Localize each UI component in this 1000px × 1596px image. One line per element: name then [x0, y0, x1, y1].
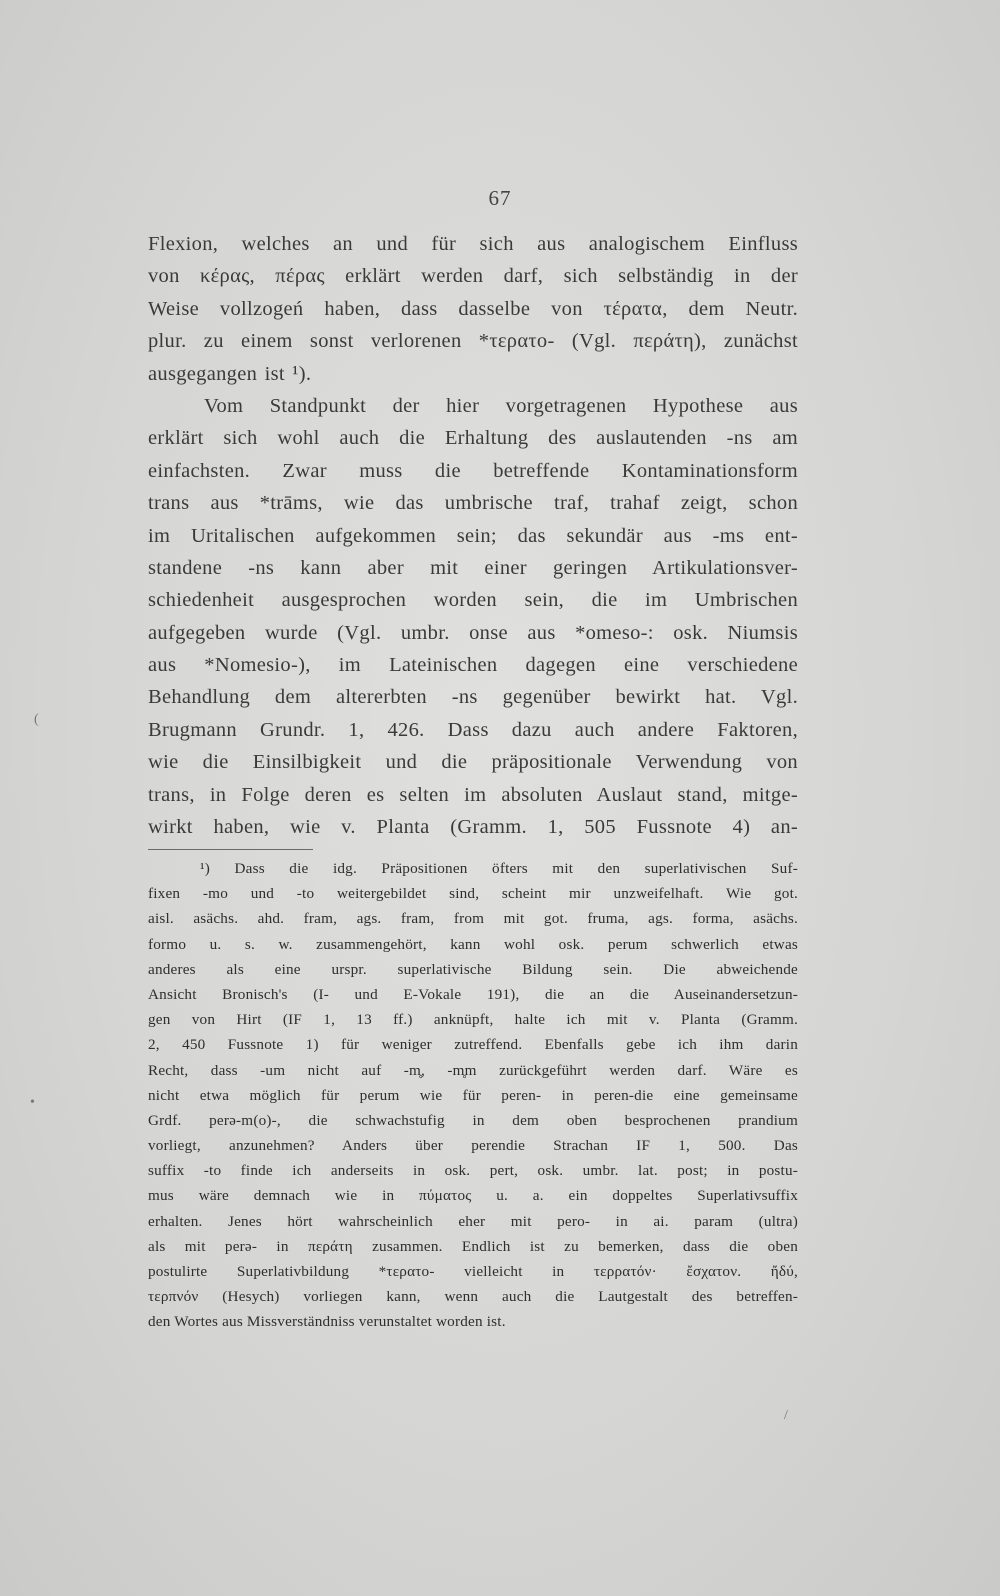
text-line: Behandlung dem altererbten -ns gegenüber bewirkt hat. Vgl. — [148, 686, 798, 709]
paper-mark: / — [784, 1408, 788, 1423]
text-line: Vom Standpunkt der hier vorgetragenen Hypothese aus — [204, 394, 798, 417]
text-line: Weise vollzogeń haben, dass dasselbe von τέρατα, dem Neutr. — [148, 297, 798, 320]
footnote — [148, 856, 798, 1335]
text-line: Flexion, welches an und für sich aus analogischem Einfluss — [148, 233, 798, 255]
footnote-divider — [148, 849, 313, 850]
footnote-line: Grdf. perə-m(o)-, die schwachstufig in dem oben besprochenen prandium — [148, 1111, 798, 1129]
text-line: aufgegeben wurde (Vgl. umbr. onse aus *omeso-: osk. Niumsis — [148, 621, 798, 644]
paper-mark: ( — [34, 712, 39, 727]
footnote-line: aisl. asächs. ahd. fram, ags. fram, from mit got. fruma, ags. forma, asächs. — [148, 910, 798, 928]
text-line: einfachsten. Zwar muss die betreffende Kontaminationsform — [148, 459, 798, 482]
footnote-line: mus wäre demnach wie in πύματος u. a. ein doppeltes Superlativsuffix — [148, 1187, 798, 1205]
footnote-line: Ansicht Bronisch's (I- und E-Vokale 191), die an die Auseinandersetzun- — [148, 985, 798, 1003]
text-line: standene -ns kann aber mit einer geringen Artikulationsver- — [148, 556, 798, 579]
footnote-line: suffix -to finde ich anderseits in osk. pert, osk. umbr. lat. post; in postu- — [148, 1162, 798, 1180]
text-line: plur. zu einem sonst verlorenen *τερατο- (Vgl. περάτη), zunächst — [148, 330, 798, 353]
footnote-line: vorliegt, anzunehmen? Anders über perendie Strachan IF 1, 500. Das — [148, 1137, 798, 1155]
main-text — [148, 228, 798, 843]
footnote-line: anderes als eine urspr. superlativische Bildung sein. Die abweichende — [148, 960, 798, 978]
text-line: trans, in Folge deren es selten im absoluten Auslaut stand, mitge- — [148, 783, 798, 806]
text-line: im Uritalischen aufgekommen sein; das sekundär aus -ms ent- — [148, 524, 798, 547]
text-line: aus *Nomesio-), im Lateinischen dagegen eine verschiedene — [148, 654, 798, 677]
footnote-line: als mit perə- in περάτη zusammen. Endlich ist zu bemerken, dass die oben — [148, 1237, 798, 1255]
footnote-line: ¹) Dass die idg. Präpositionen öfters mit den superlativischen Suf- — [200, 860, 798, 877]
text-line: Brugmann Grundr. 1, 426. Dass dazu auch andere Faktoren, — [148, 718, 798, 741]
footnote-line: erhalten. Jenes hört wahrscheinlich eher mit pero- in ai. param (ultra) — [148, 1212, 798, 1230]
text-line: ausgegangen ist ¹). — [148, 362, 312, 385]
footnote-line: τερπνόν (Hesych) vorliegen kann, wenn auch die Lautgestalt des betreffen- — [148, 1288, 798, 1306]
text-line: trans aus *trāms, wie das umbrische traf, trahaf zeigt, schon — [148, 492, 798, 515]
text-line: schiedenheit ausgesprochen worden sein, die im Umbrischen — [148, 589, 798, 612]
footnote-line: nicht etwa möglich für perum wie für peren- in peren-die eine gemeinsame — [148, 1086, 798, 1104]
footnote-line: 2, 450 Fussnote 1) für weniger zutreffend. Ebenfalls gebe ich ihm darin — [148, 1036, 798, 1054]
footnote-line: formo u. s. w. zusammengehört, kann wohl osk. perum schwerlich etwas — [148, 935, 798, 953]
footnote-line: fixen -mo und -to weitergebildet sind, scheint mir unzweifelhaft. Wie got. — [148, 885, 798, 903]
footnote-line: postulirte Superlativbildung *τερατο- vielleicht in τερρατόν· ἔσχατον. ἤδύ, — [148, 1263, 798, 1280]
text-line: erklärt sich wohl auch die Erhaltung des auslautenden -ns am — [148, 427, 798, 450]
text-line: wie die Einsilbigkeit und die präpositionale Verwendung von — [148, 751, 798, 774]
footnote-line: Recht, dass -um nicht auf -m̥, -m̥m zurückgeführt werden darf. Wäre es — [148, 1061, 798, 1079]
text-line: wirkt haben, wie v. Planta (Gramm. 1, 505 Fussnote 4) an- — [148, 816, 798, 839]
text-line: von κέρας, πέρας erklärt werden darf, sich selbständig in der — [148, 265, 798, 288]
footnote-line: gen von Hirt (IF 1, 13 ff.) anknüpft, halte ich mit v. Planta (Gramm. — [148, 1011, 798, 1029]
paper-mark: • — [30, 1095, 35, 1110]
footnote-line: den Wortes aus Missverständniss verunstaltet worden ist. — [148, 1313, 506, 1331]
page-number: 67 — [488, 186, 512, 210]
